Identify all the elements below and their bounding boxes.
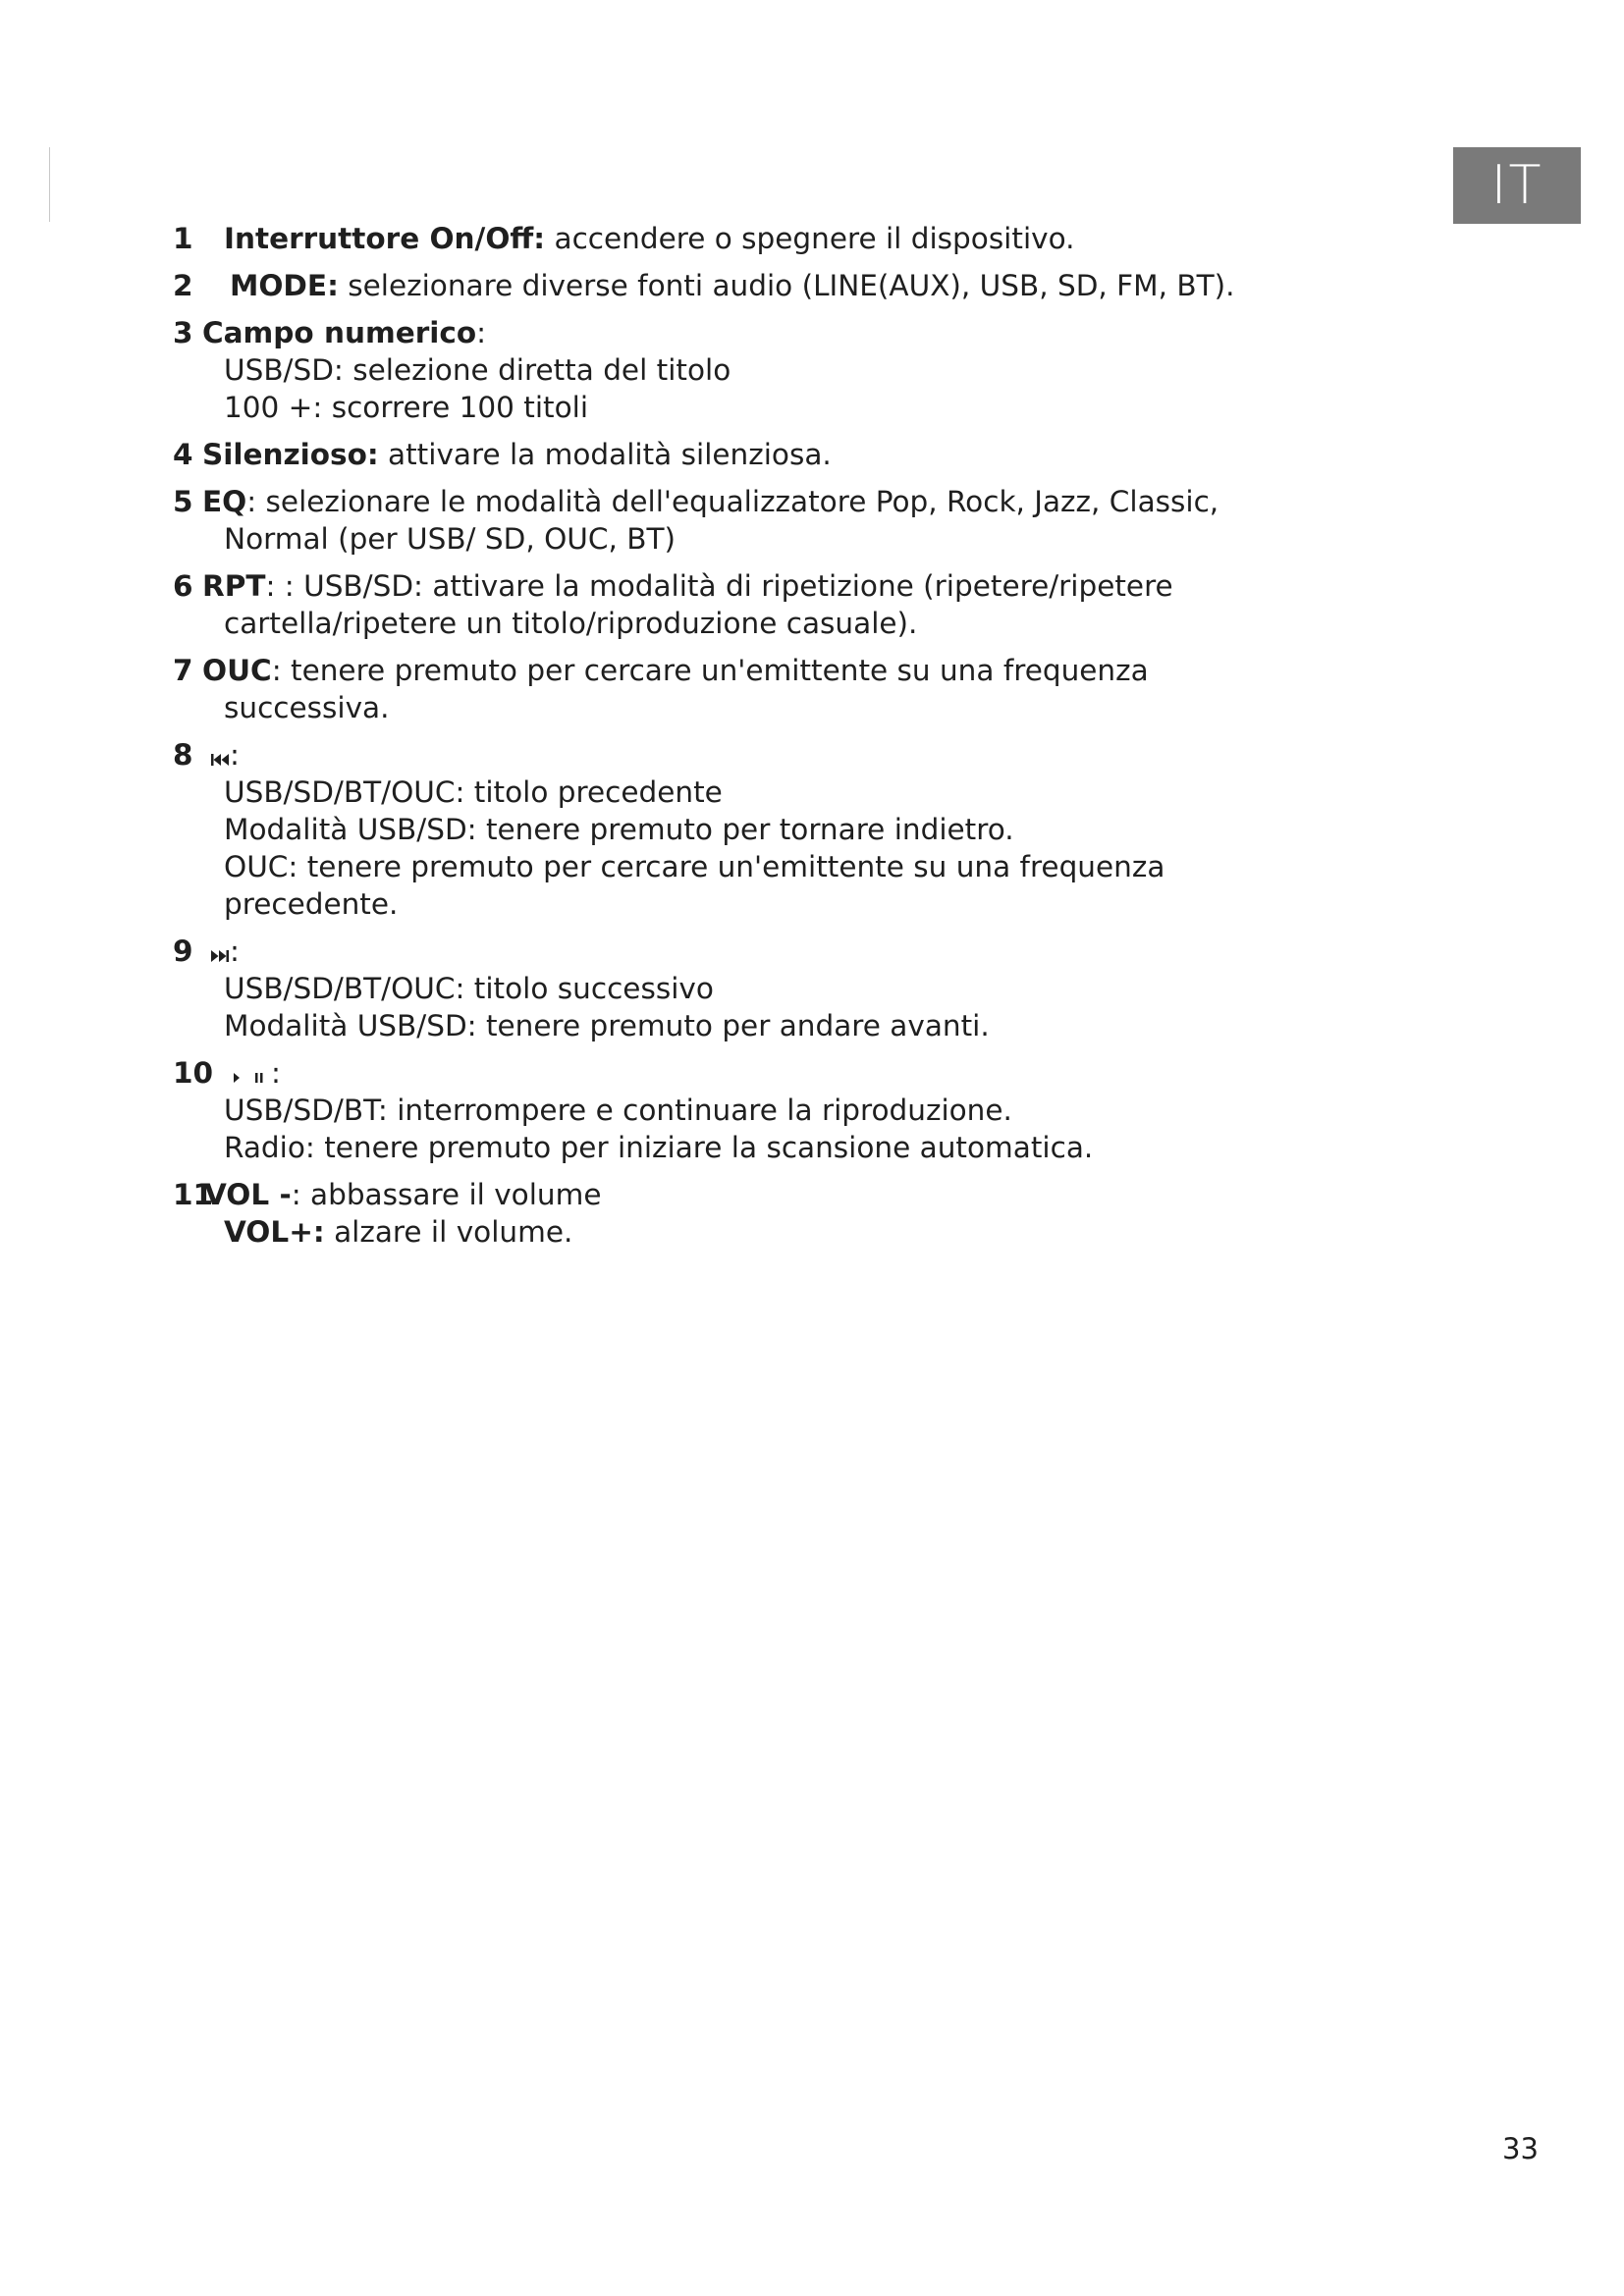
item-line xyxy=(210,933,1155,970)
item-detail-line: Modalità USB/SD: tenere premuto per tornare indietro. xyxy=(224,813,1014,846)
item-line xyxy=(202,314,1155,351)
item-number: 7 xyxy=(173,654,193,687)
item-text: : tenere premuto per cercare un'emittente su una frequenza xyxy=(271,654,1149,687)
item-detail-line: precedente. xyxy=(224,887,399,921)
item-text: : abbassare il volume xyxy=(291,1178,602,1211)
item-label: Interruttore On/Off: xyxy=(224,222,546,255)
instruction-list xyxy=(173,220,1235,1260)
margin-rule xyxy=(49,147,50,222)
item-number: 3 xyxy=(173,316,193,349)
item-label: Silenzioso: xyxy=(202,438,379,471)
item-number: 10 xyxy=(173,1056,214,1090)
item-detail-line: successiva. xyxy=(224,691,390,724)
list-item xyxy=(173,436,1155,473)
list-item xyxy=(173,1054,1155,1166)
item-detail-line: USB/SD/BT/OUC: titolo successivo xyxy=(224,972,714,1005)
item-number: 11 xyxy=(173,1178,214,1211)
item-number: 2 xyxy=(173,269,193,302)
item-detail-line: USB/SD/BT: interrompere e continuare la riproduzione. xyxy=(224,1094,1012,1127)
item-detail-line: Radio: tenere premuto per iniziare la scansione automatica. xyxy=(224,1131,1094,1164)
item-number: 9 xyxy=(173,934,193,968)
list-item xyxy=(173,1176,1155,1251)
item-label: MODE: xyxy=(230,269,339,302)
list-item xyxy=(173,483,1219,558)
item-number: 4 xyxy=(173,438,193,471)
item-line xyxy=(202,436,1155,473)
item-text: : xyxy=(271,1056,281,1090)
item-line xyxy=(224,220,1155,257)
item-line xyxy=(216,267,1235,304)
item-detail-line: USB/SD: selezione diretta del titolo xyxy=(224,353,731,387)
item-line xyxy=(210,736,1155,774)
item-detail-line: 100 +: scorrere 100 titoli xyxy=(224,391,589,424)
play-pause-icon xyxy=(232,1070,271,1086)
item-label: EQ xyxy=(202,485,247,518)
item-text: accendere o spegnere il dispositivo. xyxy=(545,222,1075,255)
item-text: : selezionare le modalità dell'equalizzatore Pop, Rock, Jazz, Classic, xyxy=(246,485,1219,518)
page-number: 33 xyxy=(1502,2132,1539,2165)
item-label: VOL+: xyxy=(224,1215,325,1249)
previous-track-icon xyxy=(210,752,230,768)
list-item xyxy=(173,652,1155,726)
item-text: : xyxy=(476,316,487,349)
list-item xyxy=(173,267,1235,304)
item-line xyxy=(202,567,1173,605)
item-detail-line xyxy=(224,1213,1155,1251)
list-item xyxy=(173,220,1155,257)
item-text: : : USB/SD: attivare la modalità di ripetizione (ripetere/ripetere xyxy=(265,569,1173,603)
item-text: alzare il volume. xyxy=(324,1215,573,1249)
list-item xyxy=(173,314,1155,426)
item-detail-line: OUC: tenere premuto per cercare un'emittente su una frequenza xyxy=(224,850,1165,883)
list-item xyxy=(173,736,1165,923)
item-text: selezionare diverse fonti audio (LINE(AUX), USB, SD, FM, BT). xyxy=(338,269,1235,302)
item-number: 1 xyxy=(173,222,193,255)
item-label: OUC xyxy=(202,654,272,687)
item-detail-line: Modalità USB/SD: tenere premuto per andare avanti. xyxy=(224,1009,990,1042)
list-item xyxy=(173,567,1173,642)
item-number: 5 xyxy=(173,485,193,518)
item-label: RPT xyxy=(202,569,266,603)
item-detail-line: Normal (per USB/ SD, OUC, BT) xyxy=(224,522,677,556)
item-line xyxy=(232,1054,1155,1092)
item-detail-line: cartella/ripetere un titolo/riproduzione casuale). xyxy=(224,607,918,640)
item-text: : xyxy=(230,738,240,772)
next-track-icon xyxy=(210,948,230,964)
item-line xyxy=(202,483,1219,520)
language-tab: IT xyxy=(1453,147,1581,224)
item-line xyxy=(204,1176,1155,1213)
item-label: Campo numerico xyxy=(202,316,477,349)
item-number: 8 xyxy=(173,738,193,772)
item-number: 6 xyxy=(173,569,193,603)
item-text: : xyxy=(230,934,240,968)
item-text: attivare la modalità silenziosa. xyxy=(378,438,832,471)
item-detail-line: USB/SD/BT/OUC: titolo precedente xyxy=(224,775,723,809)
list-item xyxy=(173,933,1155,1044)
item-label: VOL - xyxy=(204,1178,292,1211)
item-line xyxy=(202,652,1155,689)
